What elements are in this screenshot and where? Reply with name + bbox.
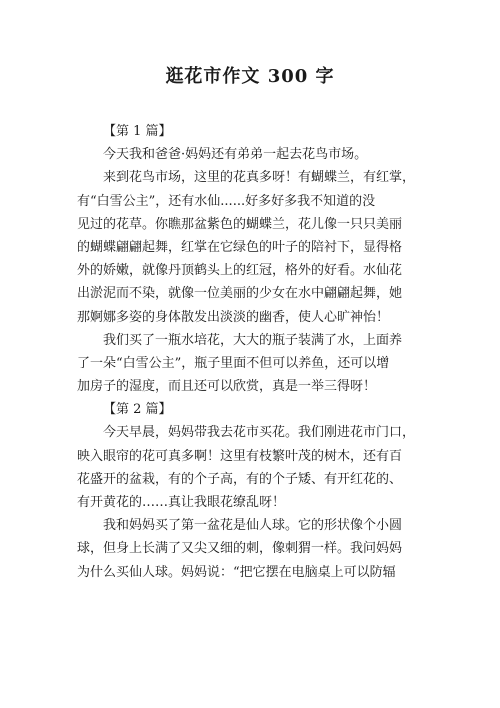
text-line: 了一朵“白雪公主”，瓶子里面不但可以养鱼，还可以增 (77, 355, 390, 371)
text-line: 加房子的湿度，而且还可以欣赏，真是一举三得呀！ (77, 379, 377, 395)
text-line: 出淤泥而不染，就像一位美丽的少女在水中翩翩起舞，她 (77, 286, 403, 302)
text-line: 见过的花草。你瞧那盆紫色的蝴蝶兰，花儿像一只只美丽 (77, 216, 403, 232)
section-heading: 【第 2 篇】 (103, 402, 172, 418)
text-line: 外的娇嫩，就像丹顶鹤头上的红冠，格外的好看。水仙花 (77, 263, 403, 279)
text-line: 为什么买仙人球。妈妈说：“把它摆在电脑桌上可以防辐 (77, 564, 396, 580)
text-line: 花盛开的盆栽，有的个子高，有的个子矮、有开红花的、 (77, 471, 403, 487)
section-heading: 【第 1 篇】 (103, 124, 172, 139)
text-line: 那婀娜多姿的身体散发出淡淡的幽香，使人心旷神怡！ (77, 309, 390, 325)
page-title: 逛花市作文 300 字 (165, 66, 335, 87)
essay-body (77, 120, 422, 584)
text-line: 我们买了一瓶水培花，大大的瓶子装满了水，上面养 (103, 332, 403, 348)
text-line: 来到花鸟市场，这里的花真多呀！有蝴蝶兰，有红掌， (103, 170, 416, 186)
text-line: 球，但身上长满了又尖又细的刺，像刺猬一样。我问妈妈 (77, 541, 403, 557)
text-line: 我和妈妈买了第一盆花是仙人球。它的形状像个小圆 (103, 518, 403, 534)
text-line: 的蝴蝶翩翩起舞，红掌在它绿色的叶子的陪衬下，显得格 (77, 239, 403, 255)
text-line: 映入眼帘的花可真多啊！这里有枝繁叶茂的树木，还有百 (77, 448, 403, 464)
text-line: 有开黄花的……真让我眼花缭乱呀！ (77, 495, 286, 510)
text-line: 今天我和爸爸·妈妈还有弟弟一起去花鸟市场。 (103, 147, 368, 163)
text-line: 有“白雪公主”，还有水仙......好多好多我不知道的没 (77, 193, 376, 209)
text-line: 今天早晨，妈妈带我去花市买花。我们刚进花市门口， (103, 425, 416, 441)
